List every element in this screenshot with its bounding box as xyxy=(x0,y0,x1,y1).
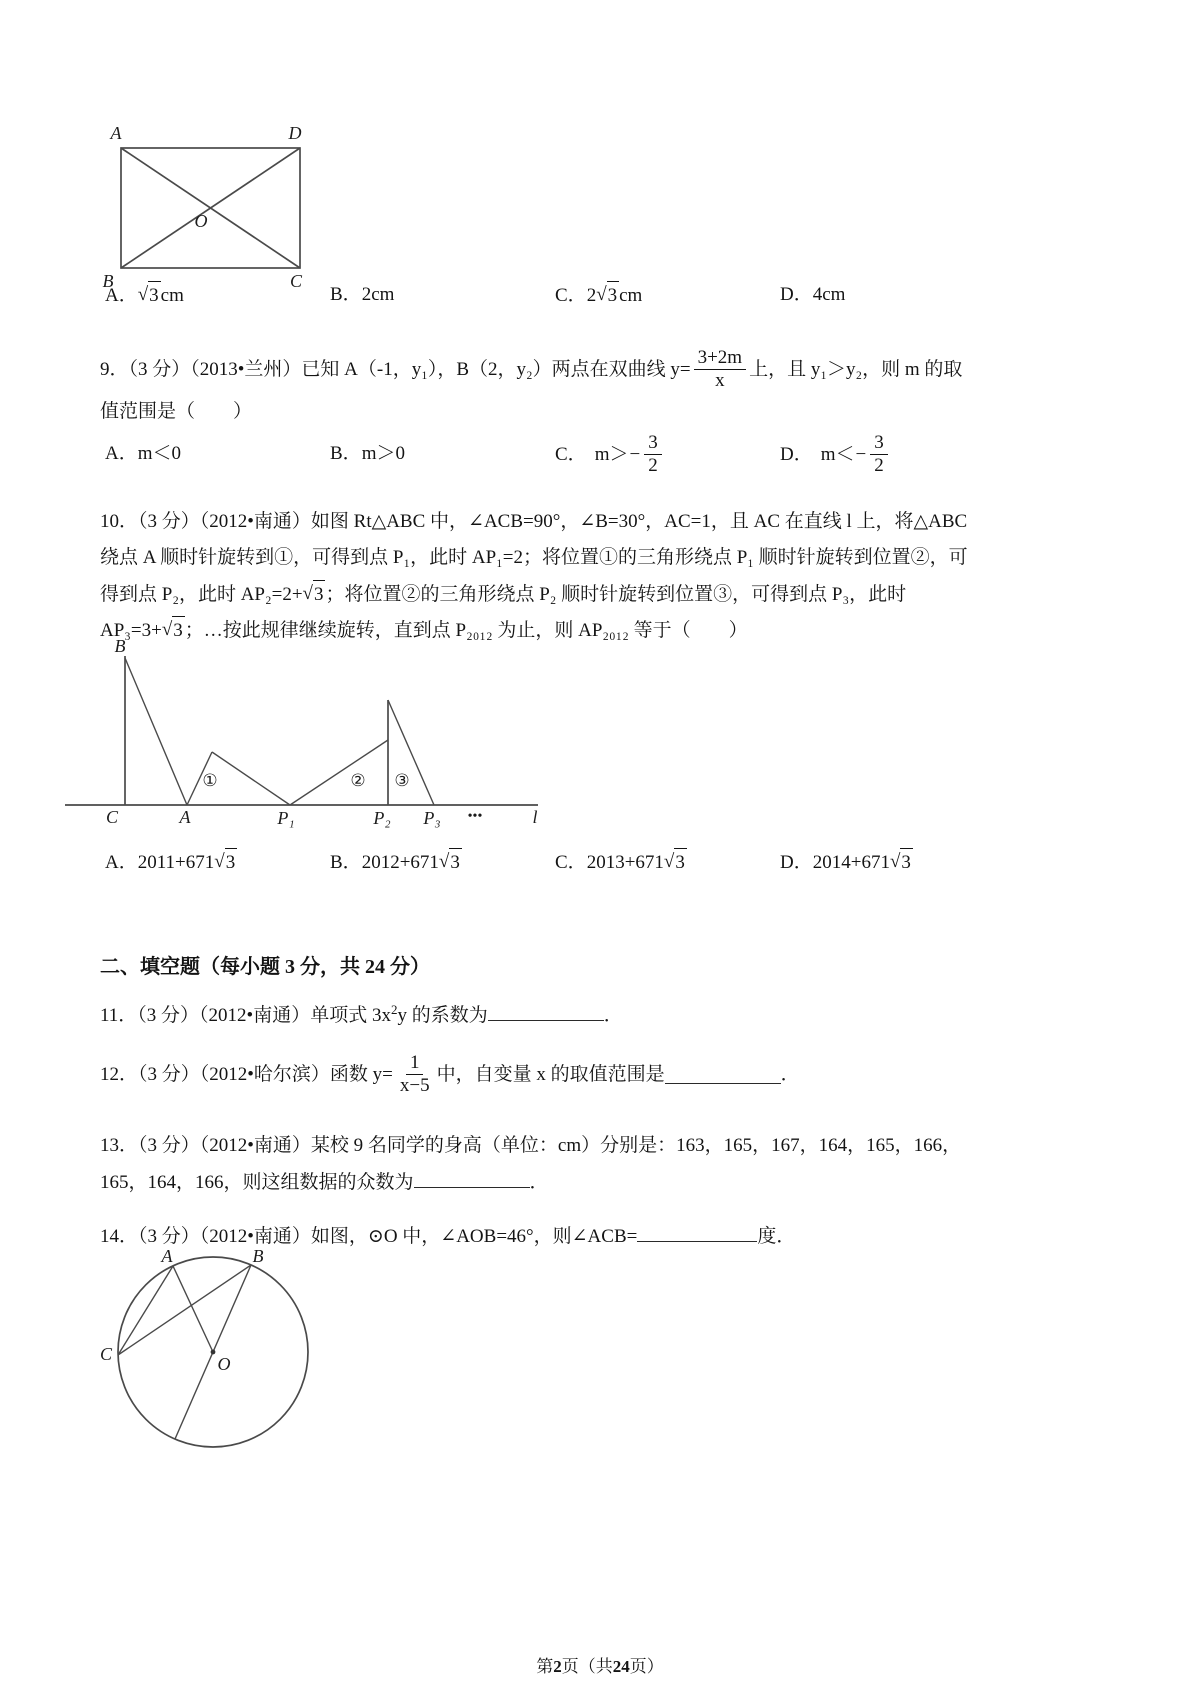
vertex-label-c: C xyxy=(289,271,303,291)
point-label-a: A xyxy=(179,807,191,827)
q13-line2-pre: 165，164，166，则这组数据的众数为 xyxy=(100,1171,414,1193)
q9-option-c xyxy=(555,428,665,480)
q12-pre: 12．（3 分）（2012•哈尔滨）函数 y= xyxy=(100,1063,393,1085)
q9-option-a xyxy=(105,440,181,467)
q8-option-b xyxy=(330,281,394,308)
minus-sign: − xyxy=(629,443,641,465)
radicand: 3 xyxy=(449,848,462,876)
q10-line4-pre: AP₃=3+ xyxy=(100,620,162,641)
option-label: B． xyxy=(330,284,362,305)
option-pre: 2 xyxy=(586,285,597,306)
q11-pre: 11．（3 分）（2012•南通）单项式 3x xyxy=(100,1005,391,1026)
option-label: B． xyxy=(330,852,362,873)
line-label-l: l xyxy=(532,807,538,827)
q11-stem xyxy=(100,996,623,1029)
ellipsis-dots: ••• xyxy=(467,809,483,824)
sqrt-expression xyxy=(439,848,462,876)
q10-line4-post: ；…按此规律继续旋转，直到点 P₂₀₁₂ 为止，则 AP₂₀₁₂ 等于（ ） xyxy=(184,620,748,641)
footer-text: 第 xyxy=(536,1657,554,1676)
option-pre: m＜ xyxy=(820,443,855,465)
answer-blank xyxy=(665,1064,781,1084)
triangle1-right-edge xyxy=(212,752,290,805)
radicand: 3 xyxy=(674,848,687,876)
option-suffix: cm xyxy=(160,285,184,306)
fraction xyxy=(870,432,888,477)
q10-option-c xyxy=(555,848,687,876)
footer-text: 页（共 xyxy=(561,1657,613,1676)
q10-line1: 10．（3 分）（2012•南通）如图 Rt△ABC 中，∠ACB=90°，∠B=30°，AC=1，且 AC 在直线 l 上，将△ABC xyxy=(100,511,968,532)
radicand: 3 xyxy=(900,848,913,876)
fraction-numerator: 3 xyxy=(870,432,888,455)
radical-sign: √ xyxy=(214,851,225,872)
sqrt-expression xyxy=(596,281,619,309)
point-label-p3: P₃ xyxy=(423,808,441,828)
fraction-numerator: 3 xyxy=(644,432,662,455)
sqrt-expression xyxy=(890,848,913,876)
footer-text: 页） xyxy=(629,1657,664,1676)
page-footer xyxy=(0,1652,1200,1677)
q11-post: ． xyxy=(603,1005,623,1026)
exponent: 2 xyxy=(390,1002,398,1017)
q8-rectangle-figure xyxy=(88,103,338,303)
radical-sign: √ xyxy=(137,284,149,305)
q9-option-b xyxy=(330,440,405,467)
q9-option-d xyxy=(780,428,891,480)
q9-stem xyxy=(100,340,962,398)
option-pre: m＞ xyxy=(594,443,629,465)
segment-ba xyxy=(125,658,187,805)
option-text: m＜0 xyxy=(137,443,182,464)
option-label: B． xyxy=(330,443,362,464)
sqrt-expression xyxy=(214,848,237,876)
point-label-p2: P₂ xyxy=(373,808,391,828)
q10-line3 xyxy=(100,580,906,608)
radicand: 3 xyxy=(148,281,161,309)
option-text: 4cm xyxy=(812,284,846,305)
option-label: A． xyxy=(105,443,138,464)
radicand: 3 xyxy=(607,281,620,309)
radical-sign: √ xyxy=(161,619,173,640)
minus-sign: − xyxy=(855,443,867,465)
q8-option-c xyxy=(555,281,642,309)
chord-ca xyxy=(118,1266,173,1355)
q10-line3-post: ；将位置②的三角形绕点 P₂ 顺时针旋转到位置③，可得到点 P₃，此时 xyxy=(325,584,907,605)
option-text: 2cm xyxy=(361,284,395,305)
radical-sign: √ xyxy=(302,583,313,604)
option-label: D． xyxy=(780,852,813,873)
option-text: m＞0 xyxy=(361,443,405,464)
vertex-label-a: A xyxy=(110,123,122,143)
q10-triangles-figure xyxy=(58,640,558,835)
q10-option-b xyxy=(330,848,462,876)
section2-title: 二、填空题（每小题 3 分，共 24 分） xyxy=(100,956,430,978)
option-label: D． xyxy=(780,443,813,465)
total-pages: 24 xyxy=(612,1657,630,1676)
radicand: 3 xyxy=(225,848,238,876)
radical-sign: √ xyxy=(663,851,675,872)
option-label: C． xyxy=(555,285,587,306)
q14-post: 度． xyxy=(757,1225,796,1247)
answer-blank xyxy=(637,1222,757,1242)
fraction-numerator: 1 xyxy=(406,1052,424,1075)
fraction xyxy=(644,432,662,477)
option-label: C． xyxy=(555,443,587,465)
q10-option-d xyxy=(780,848,913,876)
q9-stem-line2: 值范围是（ ） xyxy=(100,401,253,422)
radical-sign: √ xyxy=(889,851,901,872)
q12-post: ． xyxy=(780,1063,800,1085)
point-label-p1: P₁ xyxy=(277,808,295,828)
radicand: 3 xyxy=(172,616,185,644)
fraction-denominator: x xyxy=(715,369,725,391)
vertex-label-b: B xyxy=(102,271,114,291)
q11-mid: y 的系数为 xyxy=(397,1005,488,1026)
fraction-numerator: 3+2m xyxy=(694,347,747,370)
option-label: C． xyxy=(555,852,587,873)
point-label-a: A xyxy=(161,1250,173,1266)
radicand: 3 xyxy=(313,580,326,608)
q14-pre: 14．（3 分）（2012•南通）如图，⊙O 中，∠AOB=46°，则∠ACB= xyxy=(100,1225,638,1247)
option-pre: 2014+671 xyxy=(812,852,890,873)
radius-oa xyxy=(173,1266,213,1352)
fraction xyxy=(694,347,747,392)
q12-mid: 中，自变量 x 的取值范围是 xyxy=(436,1063,665,1085)
q9-stem-pre: 9．（3 分）（2013•兰州）已知 A（-1，y₁），B（2，y₂）两点在双曲线 y= xyxy=(100,358,691,380)
answer-blank xyxy=(488,1001,604,1021)
center-label-o: O xyxy=(217,1354,231,1374)
page-number: 2 xyxy=(553,1657,562,1676)
q10-line3-pre: 得到点 P₂，此时 AP₂=2+ xyxy=(100,584,303,605)
fraction xyxy=(396,1052,434,1097)
fraction-denominator: x−5 xyxy=(399,1074,430,1096)
sqrt-expression xyxy=(664,848,687,876)
radical-sign: √ xyxy=(596,284,607,305)
option-suffix: cm xyxy=(619,285,643,306)
option-label: A． xyxy=(105,852,138,873)
option-pre: 2011+671 xyxy=(137,852,215,873)
q9-stem-post: 上，且 y₁＞y₂，则 m 的取 xyxy=(749,358,963,380)
sqrt-expression xyxy=(138,281,161,309)
q8-option-d xyxy=(780,281,845,308)
q13-line2 xyxy=(100,1168,549,1196)
radical-sign: √ xyxy=(438,851,450,872)
fraction-denominator: 2 xyxy=(648,454,658,476)
q10-line2: 绕点 A 顺时针旋转到①，可得到点 P₁，此时 AP₁=2；将位置①的三角形绕点 P₁ 顺时针旋转到位置②，可 xyxy=(100,547,968,568)
answer-blank xyxy=(414,1168,530,1188)
fraction-denominator: 2 xyxy=(874,454,884,476)
center-label-o: O xyxy=(194,211,208,231)
q14-stem xyxy=(100,1222,795,1250)
q8-option-a xyxy=(105,281,184,309)
q13-line1: 13．（3 分）（2012•南通）某校 9 名同学的身高（单位：cm）分别是：163，165，167，164，165，166， xyxy=(100,1135,962,1156)
option-label: A． xyxy=(105,285,138,306)
point-label-b: B xyxy=(252,1250,264,1266)
option-label: D． xyxy=(780,284,813,305)
sqrt-expression xyxy=(303,580,326,608)
point-label-c: C xyxy=(105,807,119,827)
circled-3-label: ③ xyxy=(394,771,410,790)
option-pre: 2012+671 xyxy=(361,852,439,873)
triangle2-hypotenuse xyxy=(290,740,388,805)
vertex-label-d: D xyxy=(288,123,302,143)
q10-option-a xyxy=(105,848,237,876)
q14-circle-figure xyxy=(95,1250,330,1460)
circled-2-label: ② xyxy=(350,771,366,790)
center-point-o xyxy=(211,1350,216,1355)
q12-stem xyxy=(100,1044,800,1104)
point-label-c: C xyxy=(99,1344,113,1364)
option-pre: 2013+671 xyxy=(586,852,664,873)
point-label-b: B xyxy=(114,640,126,656)
circled-1-label: ① xyxy=(202,771,218,790)
q13-post: ． xyxy=(529,1171,549,1193)
